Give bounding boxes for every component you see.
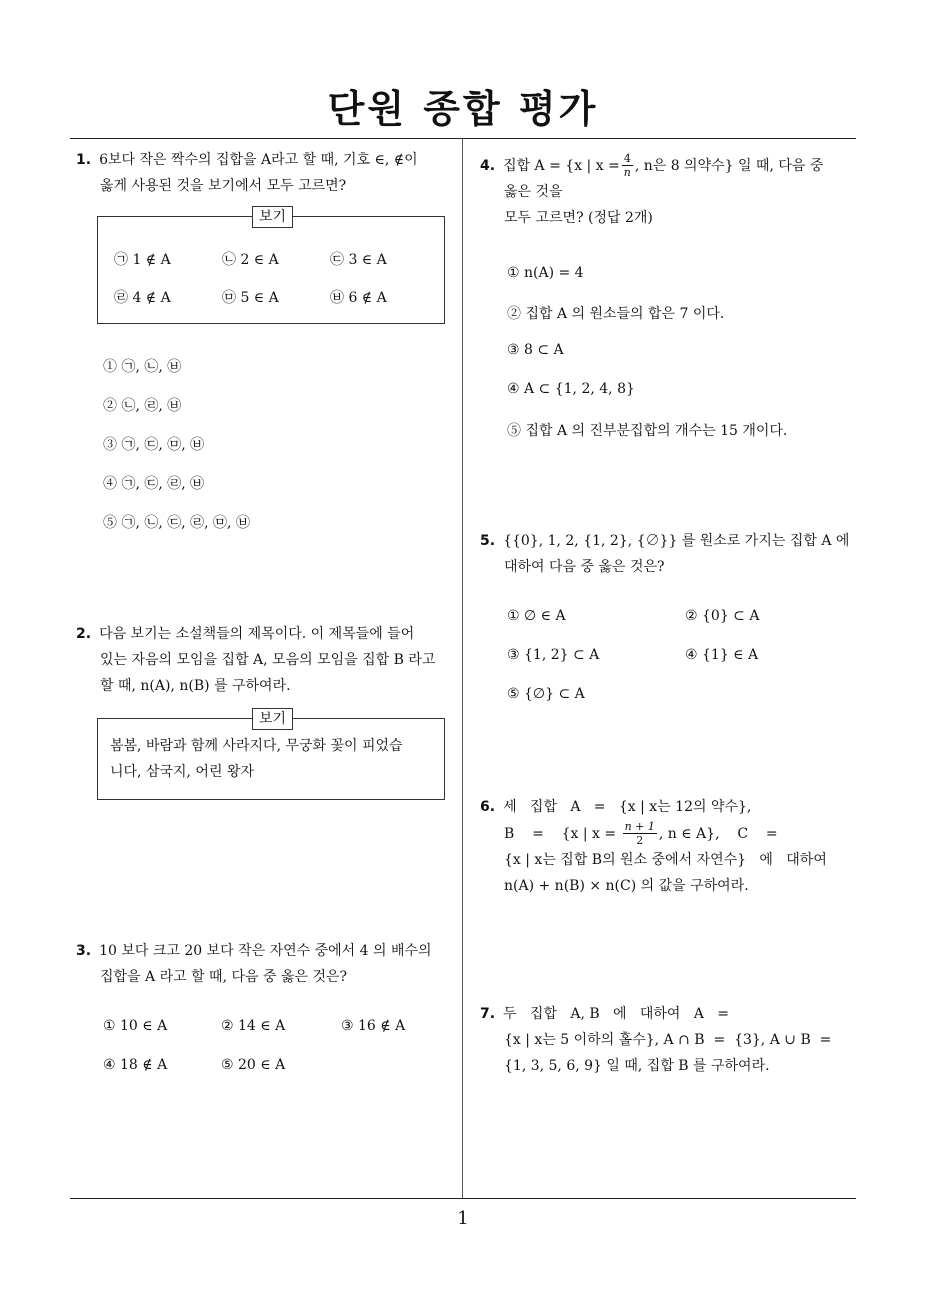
answer-option-1[interactable]: ① ∅ ∈ A <box>507 608 566 624</box>
page-number: 1 <box>457 1208 469 1229</box>
question-text: 세 집합 A = {x | x는 12의 약수}, <box>503 799 752 815</box>
answer-option-2[interactable]: ② 14 ∈ A <box>221 1018 286 1034</box>
question-3-stem <box>76 938 461 990</box>
example-box-label: 보기 <box>252 206 293 228</box>
question-text: 옳은 것을 <box>504 184 563 200</box>
question-text: 옳게 사용된 것을 보기에서 모두 고르면? <box>100 178 347 194</box>
fraction-numerator: n + 1 <box>624 820 655 833</box>
fraction-denominator: n <box>623 166 631 179</box>
answer-option-1[interactable]: ① n(A) = 4 <box>507 265 584 281</box>
question-text: {{0}, 1, 2, {1, 2}, {∅}} 를 원소로 가지는 집합 A 에 <box>503 533 850 549</box>
question-text: B = {x | x = <box>504 825 621 842</box>
question-text: {x | x는 집합 B의 원소 중에서 자연수} 에 대하여 <box>504 852 827 868</box>
question-text: , n ∈ A}, C = <box>658 825 778 842</box>
question-text: 두 집합 A, B 에 대하여 A = <box>503 1006 729 1022</box>
question-4-stem <box>480 152 858 231</box>
answer-option-2[interactable]: ② {0} ⊂ A <box>685 608 760 624</box>
answer-option-5[interactable]: ⑤ 20 ∈ A <box>221 1057 286 1073</box>
question-text: 집합을 A 라고 할 때, 다음 중 옳은 것은? <box>100 969 348 985</box>
answer-option-4[interactable]: ④ 18 ∉ A <box>103 1057 168 1073</box>
question-text: 대하여 다음 중 옳은 것은? <box>504 559 665 575</box>
answer-option-4[interactable]: ④ A ⊂ {1, 2, 4, 8} <box>507 381 635 397</box>
answer-option-4[interactable]: ④ ㉠, ㉢, ㉣, ㉥ <box>103 476 205 492</box>
example-item: ㉤ 5 ∈ A <box>222 290 279 306</box>
question-number: 7. <box>480 1006 496 1022</box>
example-item: ㉡ 2 ∈ A <box>222 252 279 268</box>
fraction <box>622 152 633 179</box>
example-item: ㉣ 4 ∉ A <box>114 290 171 306</box>
question-text: {1, 3, 5, 6, 9} 일 때, 집합 B 를 구하여라. <box>504 1058 770 1074</box>
question-number: 2. <box>76 626 92 642</box>
answer-option-1[interactable]: ① 10 ∈ A <box>103 1018 168 1034</box>
answer-option-2[interactable]: ② 집합 A 의 원소들의 합은 7 이다. <box>507 306 725 322</box>
question-text: 집합 A = {x | x = <box>503 157 620 174</box>
question-text: 6보다 작은 짝수의 집합을 A라고 할 때, 기호 ∈, ∉이 <box>99 152 418 168</box>
question-text: 할 때, n(A), n(B) 를 구하여라. <box>100 678 291 694</box>
question-number: 6. <box>480 799 496 815</box>
question-text: 모두 고르면? (정답 2개) <box>504 210 653 226</box>
answer-option-3[interactable]: ③ 16 ∉ A <box>341 1018 406 1034</box>
fraction-denominator: 2 <box>636 834 644 847</box>
example-box-text <box>110 733 432 785</box>
example-item: ㉥ 6 ∉ A <box>330 290 387 306</box>
example-box-label: 보기 <box>252 708 293 730</box>
fraction-numerator: 4 <box>623 152 631 165</box>
question-text: 다음 보기는 소설책들의 제목이다. 이 제목들에 들어 <box>99 626 415 642</box>
example-box-line: 봄봄, 바람과 함께 사라지다, 무궁화 꽃이 피었습 <box>110 738 403 754</box>
answer-option-5[interactable]: ⑤ {∅} ⊂ A <box>507 686 585 702</box>
question-5-stem <box>480 528 858 580</box>
answer-option-4[interactable]: ④ {1} ∈ A <box>685 647 759 663</box>
question-text: 있는 자음의 모임을 집합 A, 모음의 모임을 집합 B 라고 <box>100 652 436 668</box>
top-rule <box>70 138 856 139</box>
answer-option-2[interactable]: ② ㉡, ㉣, ㉥ <box>103 398 182 414</box>
column-divider <box>462 139 463 1199</box>
question-number: 1. <box>76 152 92 168</box>
question-text: {x | x는 5 이하의 홀수}, A ∩ B = {3}, A ∪ B = <box>504 1032 832 1048</box>
question-number: 4. <box>480 157 496 174</box>
example-box <box>97 209 445 324</box>
question-text: , n은 8 의약수} 일 때, 다음 중 <box>634 157 824 174</box>
question-7-stem <box>480 1001 858 1079</box>
example-box-line: 니다, 삼국지, 어린 왕자 <box>110 764 254 780</box>
question-text: n(A) + n(B) × n(C) 의 값을 구하여라. <box>504 878 749 894</box>
fraction <box>623 820 657 847</box>
answer-option-1[interactable]: ① ㉠, ㉡, ㉥ <box>103 359 182 375</box>
answer-option-3[interactable]: ③ {1, 2} ⊂ A <box>507 647 600 663</box>
question-text: 10 보다 크고 20 보다 작은 자연수 중에서 4 의 배수의 <box>99 943 432 959</box>
question-6-stem <box>480 794 858 899</box>
question-number: 3. <box>76 943 92 959</box>
answer-option-5[interactable]: ⑤ 집합 A 의 진부분집합의 개수는 15 개이다. <box>507 423 788 439</box>
example-item: ㉠ 1 ∉ A <box>114 252 171 268</box>
answer-option-3[interactable]: ③ ㉠, ㉢, ㉤, ㉥ <box>103 437 205 453</box>
example-box <box>97 711 445 800</box>
question-2-stem <box>76 621 461 699</box>
question-number: 5. <box>480 533 496 549</box>
example-item: ㉢ 3 ∈ A <box>330 252 387 268</box>
page-title: 단원 종합 평가 <box>327 87 599 131</box>
answer-option-3[interactable]: ③ 8 ⊂ A <box>507 342 564 358</box>
answer-option-5[interactable]: ⑤ ㉠, ㉡, ㉢, ㉣, ㉤, ㉥ <box>103 515 250 531</box>
question-1-stem <box>76 147 461 199</box>
bottom-rule <box>70 1198 856 1199</box>
